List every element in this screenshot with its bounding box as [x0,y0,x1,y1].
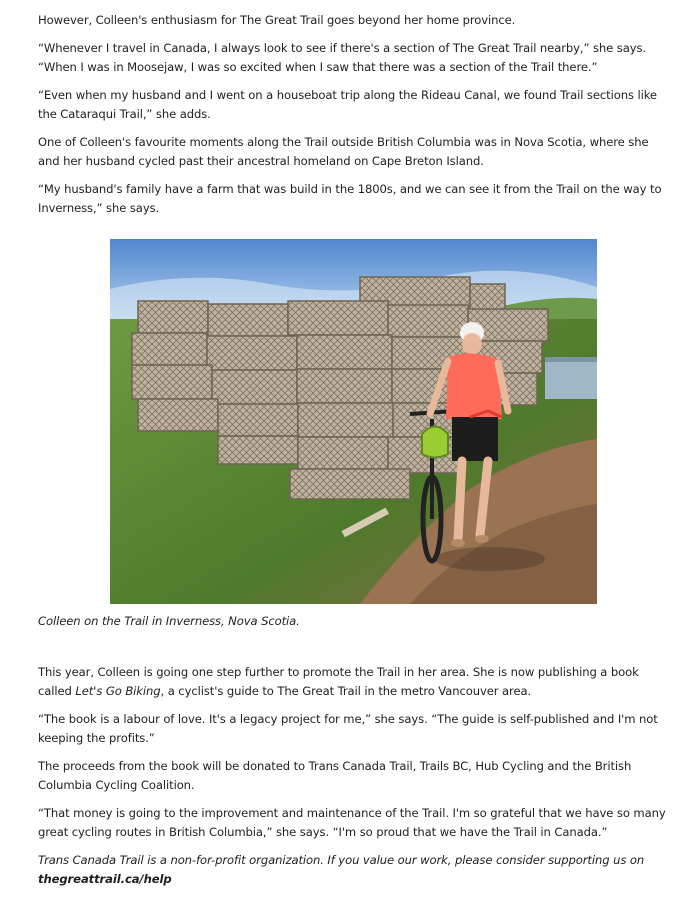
shed [545,359,597,399]
paragraph-legacy-quote: “The book is a labour of love. It's a legacy project for me,” she says. “The guide is self-published and I'm not keeping the profits.” [38,712,658,745]
paragraph-nova-scotia: One of Colleen's favourite moments along the Trail outside British Columbia was in Nova Scotia, where she and her husband cycled past their ancestral homeland on Cape Breton Island. [38,135,649,168]
photo-caption: Colleen on the Trail in Inverness, Nova Scotia. [38,614,300,628]
article-body [38,11,670,898]
support-link[interactable]: thegreattrail.ca/help [38,872,172,886]
paragraph-moosejaw-quote: “Whenever I travel in Canada, I always look to see if there's a section of The Great Trail nearby,” she says. “When I was in Moosejaw, I was so excited when I saw that there was a section of the Trail there.” [38,41,647,74]
book-title: Let's Go Biking [75,684,161,698]
paragraph-intro: However, Colleen's enthusiasm for The Great Trail goes beyond her home province. [38,13,516,27]
book-text-before: This year, Colleen is going one step further to promote the Trail in her area. She is now publishing a book called [38,665,639,698]
book-text-after: , a cyclist's guide to The Great Trail in the metro Vancouver area. [160,684,532,698]
trail-photo [110,239,597,604]
paragraph-grateful-quote: “That money is going to the improvement and maintenance of the Trail. I'm so grateful that we have so many great cycling routes in British Columbia,” she says. “I'm so proud that we have the Trail in Canada.” [38,806,666,839]
paragraph-rideau-quote: “Even when my husband and I went on a houseboat trip along the Rideau Canal, we found Trail sections like the Cataraqui Trail,” she adds. [38,88,657,121]
paragraph-book [38,663,670,701]
tagline-text: Trans Canada Trail is a non-for-profit organization. If you value our work, please consider supporting us on [38,853,645,867]
paragraph-farm-quote: “My husband's family have a farm that was build in the 1800s, and we can see it from the Trail on the way to Inverness,” she says. [38,182,662,215]
support-tagline [38,851,670,889]
paragraph-proceeds: The proceeds from the book will be donated to Trans Canada Trail, Trails BC, Hub Cycling and the British Columbia Cycling Coalition. [38,759,632,792]
photo-illustration [110,239,597,604]
